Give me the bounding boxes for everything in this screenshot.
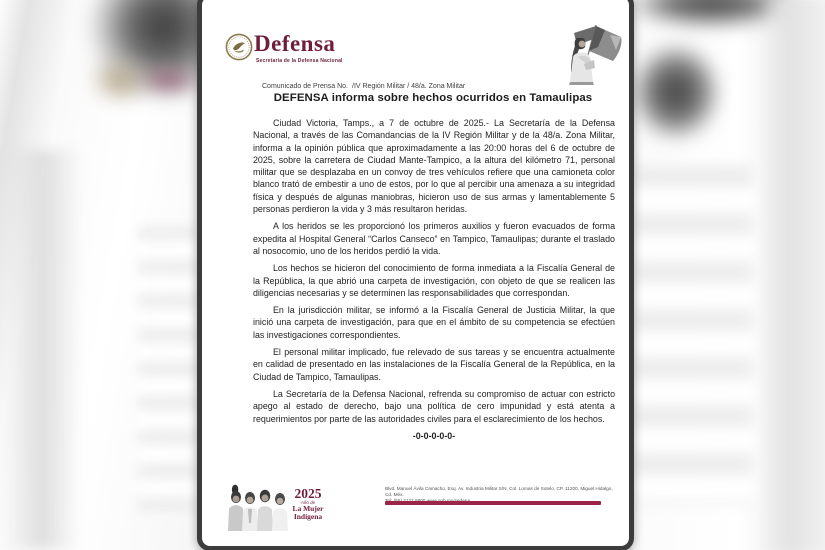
end-separator: -0-0-0-0-0-: [412, 430, 456, 441]
paragraph: Ciudad Victoria, Tamps., a 7 de octubre de 2025.- La Secretaría de la Defensa Nacional, a través de las Comandancias de la IV Región Militar y de la 48/a. Zona Militar, informa a la opinión pública que aproximadamente a las 20:00 horas del 6 de octubre de 2025, sobre la carretera de Ciudad Mante-Tampico, a la altura del kilómetro 71, personal militar que se desplazaba en un convoy de tres vehículos refiere que una camioneta color blanco trató de embestir a uno de estos, por lo que al percibir una amenaza a su integridad física y después de algunas maniobras, hicieron uso de sus armas y lamentablemente 5 personas perdieron la vida y 3 más resultaron heridas.: [253, 118, 615, 215]
background-blurred-flag-blob: [630, 42, 722, 142]
page-title: DEFENSA informa sobre hechos ocurridos en Tamaulipas: [273, 92, 593, 104]
background-blurred-brand-blob: [138, 66, 200, 94]
background-dark-top-band: [626, 0, 796, 28]
campaign-year-prefix: Año de: [300, 500, 316, 505]
background-blurred-text-lines: [634, 165, 752, 505]
woman-with-flag-image: [544, 24, 625, 86]
brand-tagline: Secretaría de la Defensa Nacional: [256, 58, 343, 64]
background-blur-left: [0, 0, 197, 550]
paragraph: En la jurisdicción militar, se informó a la Fiscalía General de Justicia Militar, la que inició una carpeta de investigación, para que en el ámbito de su competencia se efectúen las investigaciones correspondientes.: [253, 305, 615, 340]
paragraph: El personal militar implicado, fue relevado de sus tareas y se encuentra actualmente en calidad de presentado en las instalaciones de la Fiscalía General de la República, en la Ciudad de Tampico, Tamaulipas.: [253, 347, 615, 382]
paragraph: La Secretaría de la Defensa Nacional, refrenda su compromiso de actuar con estricto apego al estado de derecho, bajo una política de cero impunidad y está atenta a requerimientos por parte de las autoridades civiles para el esclarecimiento de los hechos.: [253, 388, 615, 424]
background-blurred-text-lines: [138, 225, 198, 515]
release-region-label: /IV Región Militar / 48/a. Zona Militar: [352, 83, 466, 90]
campaign-name-line1: La Mujer: [292, 504, 324, 513]
brand-wordmark: Defensa: [254, 31, 336, 56]
paragraph: A los heridos se les proporcionó los primeros auxilios y fueron evacuados de forma expedita al Hospital General “Carlos Canseco” en Tampico, Tamaulipas; durante el traslado al nosocomio, uno de los heridos perdió la vida.: [253, 221, 615, 256]
campaign-block: [287, 487, 329, 521]
campaign-name-line2: Indígena: [293, 512, 323, 522]
eagle-emblem-icon: [225, 33, 253, 61]
campaign-year: 2025: [294, 486, 322, 501]
indigenous-women-image: [228, 483, 290, 533]
footer-address-line1: Blvd. Manuel Ávila Camacho, Esq. Av. Industria Militar S/N, Col. Lomas de Sotelo, CP. 11200, Miguel Hidalgo, Cd. Méx.: [385, 486, 613, 497]
body-text: [253, 117, 615, 447]
background-blurred-logo-blob: [88, 55, 152, 105]
press-release-page: [197, 0, 634, 550]
footer-accent-rule: [385, 501, 601, 505]
background-gradient-band: [2, 150, 82, 550]
background-edge-column: [760, 0, 825, 550]
background-blur-right: [632, 0, 825, 550]
paragraph: Los hechos se hicieron del conocimiento de forma inmediata a la Fiscalía General de la República, la que abrió una carpeta de investigación, con objeto de que se realicen las diligencias necesarias y se determinen las responsabilidades que correspondan.: [253, 263, 615, 298]
release-number-label: Comunicado de Prensa No.: [262, 83, 348, 90]
